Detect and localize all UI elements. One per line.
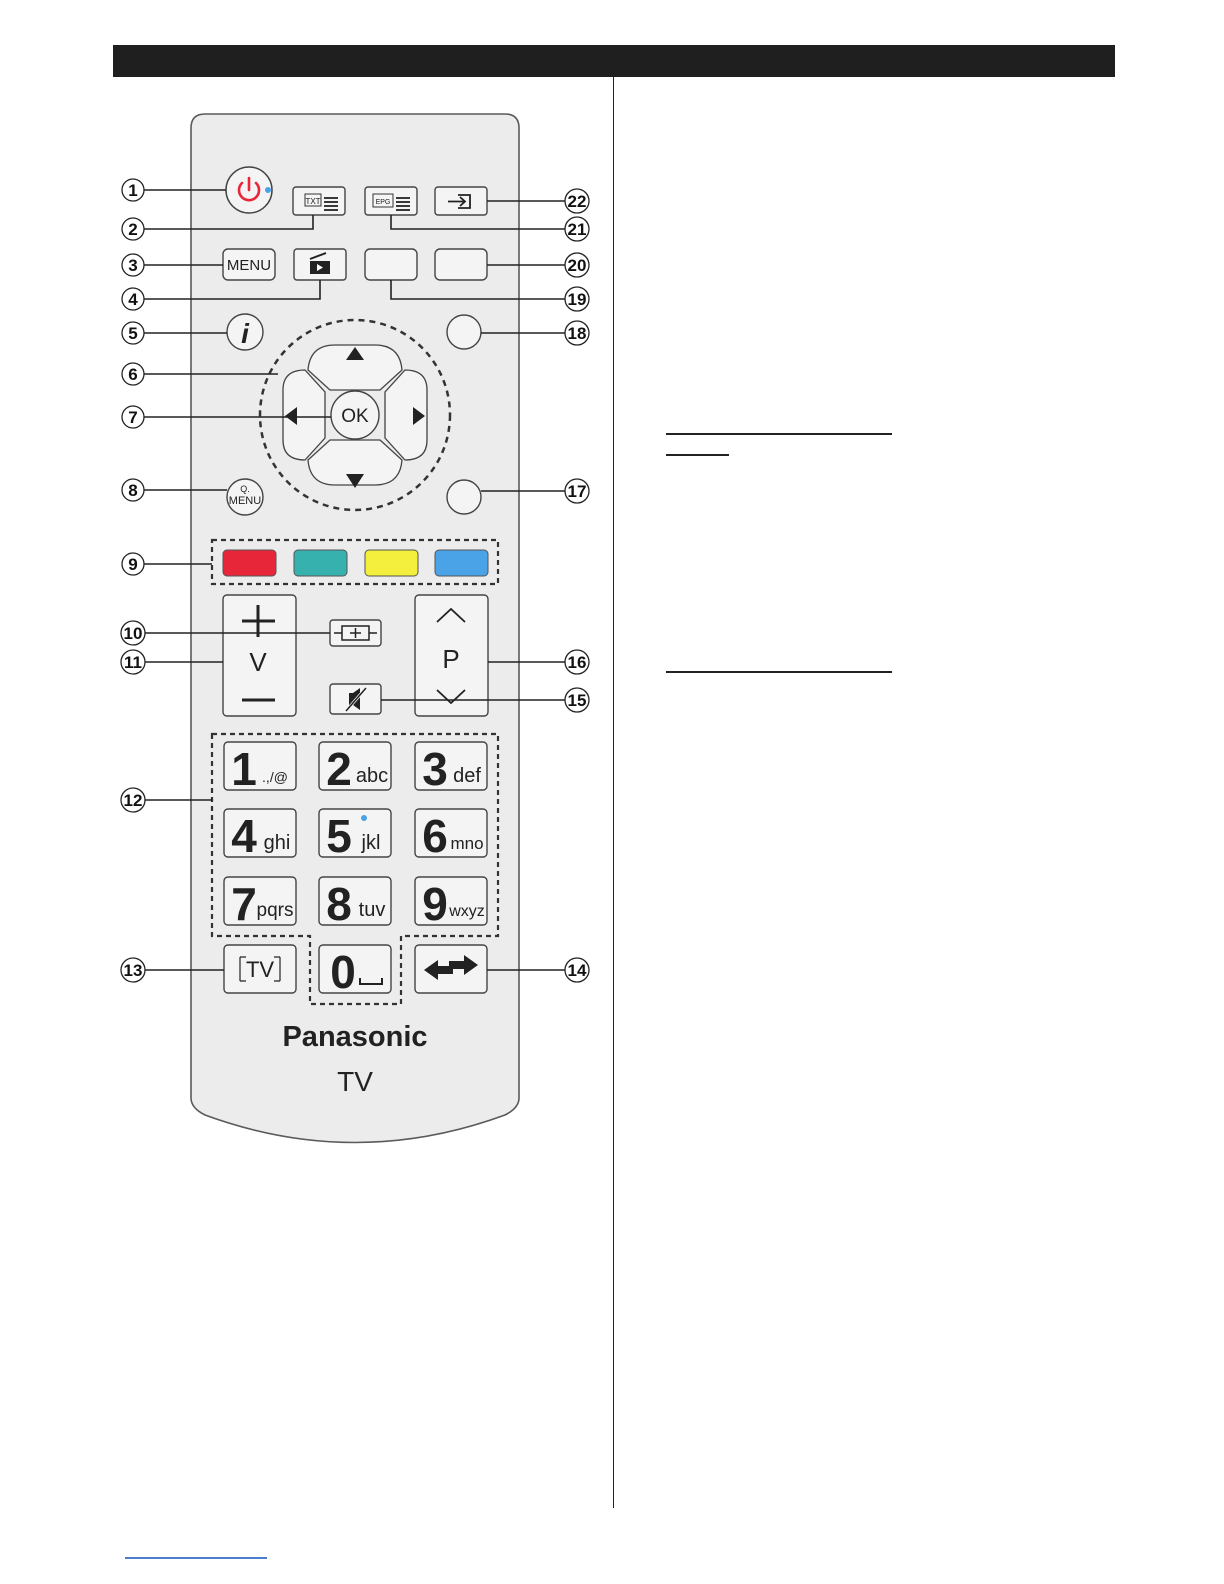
svg-text:7: 7: [128, 408, 138, 427]
callout-5: [122, 322, 144, 344]
key-letters: tuv: [358, 899, 386, 921]
key-7[interactable]: [224, 877, 296, 930]
callout-3: [122, 254, 144, 276]
key-8[interactable]: [319, 877, 391, 930]
key-9[interactable]: [415, 877, 487, 930]
txt-label: TXT: [305, 197, 321, 206]
svg-text:19: 19: [567, 290, 587, 309]
txt-button[interactable]: [293, 187, 345, 215]
callout-16: [565, 650, 589, 674]
callout-17: [565, 479, 589, 503]
blue-key[interactable]: [435, 550, 488, 576]
key-letters: jkl: [361, 832, 381, 854]
key-5[interactable]: [319, 809, 391, 862]
swap-button[interactable]: [415, 945, 487, 993]
callout-9: [122, 553, 144, 575]
callout-12: [121, 788, 145, 812]
model-label: TV: [337, 1066, 373, 1097]
section-rule: [666, 454, 729, 456]
key-digit: 2: [326, 743, 352, 795]
key-letters: .,/@: [262, 769, 288, 785]
svg-text:17: 17: [567, 482, 587, 501]
volume-rocker[interactable]: [223, 595, 296, 716]
epg-button[interactable]: [365, 187, 417, 215]
screen-mode-button[interactable]: [330, 620, 381, 646]
key-digit: 9: [422, 878, 448, 930]
key-letters: abc: [355, 765, 389, 787]
callout-4: [122, 288, 144, 310]
brand-logo: Panasonic: [282, 1021, 428, 1053]
svg-text:2: 2: [128, 220, 138, 239]
key-letters: ghi: [263, 832, 291, 854]
blank-button-20[interactable]: [435, 249, 487, 280]
svg-text:15: 15: [567, 691, 587, 710]
volume-label: V: [249, 647, 267, 677]
menu-label: MENU: [226, 257, 272, 274]
q-menu-button[interactable]: [227, 479, 263, 515]
key-digit: 0: [330, 946, 356, 998]
key-digit: 6: [422, 810, 448, 862]
callout-19: [565, 287, 589, 311]
svg-text:5: 5: [128, 324, 138, 343]
info-icon: i: [241, 318, 249, 349]
svg-text:4: 4: [128, 290, 138, 309]
green-key[interactable]: [294, 550, 347, 576]
callout-7: [122, 406, 144, 428]
callout-15: [565, 688, 589, 712]
program-label: P: [442, 644, 460, 674]
key-letters: mno: [450, 834, 484, 853]
svg-text:14: 14: [567, 961, 587, 980]
svg-text:18: 18: [567, 324, 587, 343]
key-letters: wxyz: [449, 903, 485, 920]
svg-text:11: 11: [124, 653, 142, 672]
svg-text:6: 6: [128, 365, 138, 384]
svg-text:10: 10: [123, 624, 143, 643]
callout-13: [121, 958, 145, 982]
svg-text:12: 12: [123, 791, 143, 810]
key-digit: 1: [231, 743, 257, 795]
svg-text:8: 8: [128, 481, 138, 500]
svg-text:21: 21: [567, 220, 587, 239]
svg-text:20: 20: [567, 256, 587, 275]
callout-18: [565, 321, 589, 345]
section-rule: [666, 433, 892, 435]
key-4[interactable]: [224, 809, 296, 862]
blank-button-19[interactable]: [365, 249, 417, 280]
key-digit: 4: [231, 810, 257, 862]
svg-text:9: 9: [128, 555, 138, 574]
info-button[interactable]: [227, 314, 263, 350]
key-digit: 5: [326, 810, 352, 862]
footer-link-underline[interactable]: [125, 1557, 267, 1559]
program-rocker[interactable]: [415, 595, 488, 716]
key-2[interactable]: [319, 742, 391, 795]
key-digit: 7: [231, 878, 257, 930]
key-letters: def: [453, 765, 481, 787]
q-menu-q: Q.: [240, 484, 250, 494]
mute-button[interactable]: [330, 684, 381, 714]
tv-label: TV: [245, 957, 275, 982]
round-button-18[interactable]: [447, 315, 481, 349]
callout-22: [565, 189, 589, 213]
section-rule: [666, 671, 892, 673]
callout-11: [121, 650, 145, 674]
standby-led: [265, 187, 271, 193]
key-3[interactable]: [415, 742, 487, 795]
key-0[interactable]: [319, 945, 391, 998]
key-digit: 8: [326, 878, 352, 930]
callout-1: [122, 179, 144, 201]
callout-8: [122, 479, 144, 501]
yellow-key[interactable]: [365, 550, 418, 576]
callout-10: [121, 621, 145, 645]
callout-6: [122, 363, 144, 385]
source-button[interactable]: [435, 187, 487, 215]
tv-button[interactable]: [224, 945, 296, 993]
callout-20: [565, 253, 589, 277]
key-letters: pqrs: [256, 900, 294, 921]
q-menu-label: MENU: [228, 495, 262, 507]
svg-text:13: 13: [123, 961, 143, 980]
svg-text:16: 16: [567, 653, 587, 672]
media-button[interactable]: [294, 249, 346, 280]
red-key[interactable]: [223, 550, 276, 576]
ok-label: OK: [341, 406, 369, 427]
key-6[interactable]: [415, 809, 487, 862]
callout-21: [565, 217, 589, 241]
epg-label: EPG: [375, 199, 391, 206]
callout-2: [122, 218, 144, 240]
callout-14: [565, 958, 589, 982]
key-digit: 3: [422, 743, 448, 795]
svg-text:1: 1: [128, 181, 138, 200]
svg-text:3: 3: [128, 256, 138, 275]
menu-button[interactable]: [223, 249, 275, 280]
power-button[interactable]: [226, 167, 272, 213]
svg-text:22: 22: [567, 192, 587, 211]
key-1[interactable]: [224, 742, 296, 795]
round-button-17[interactable]: [447, 480, 481, 514]
